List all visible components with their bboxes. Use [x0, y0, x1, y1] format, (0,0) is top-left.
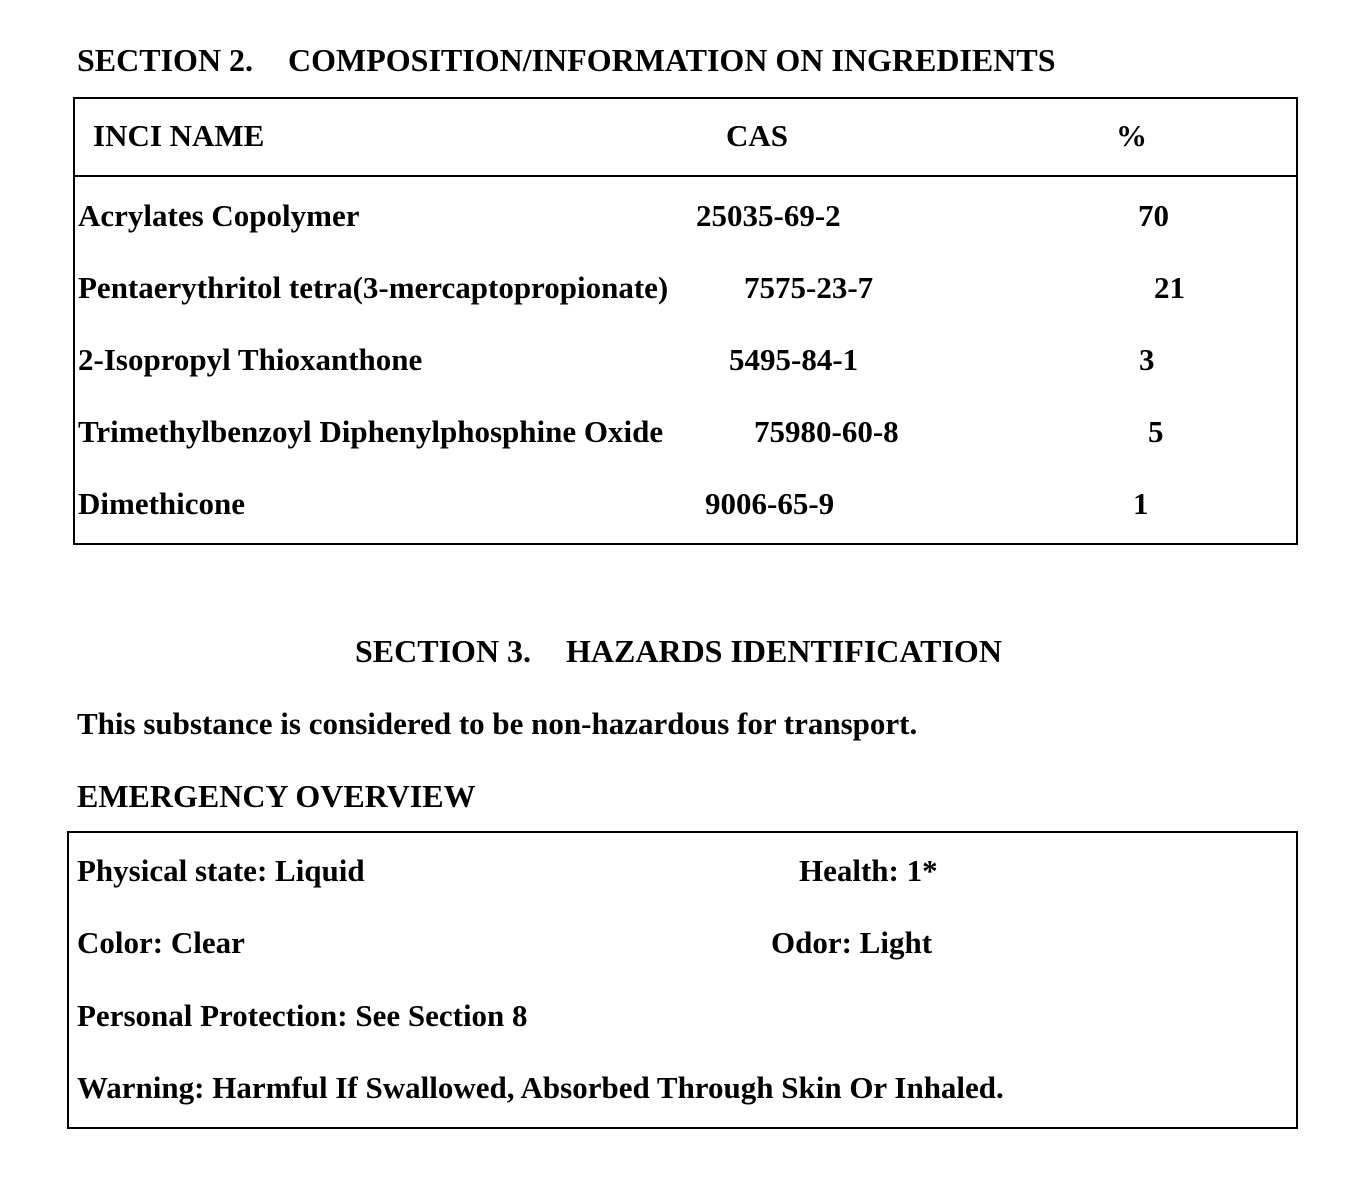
- section-2-heading: COMPOSITION/INFORMATION ON INGREDIENTS: [288, 42, 1056, 78]
- table-header-divider: [75, 175, 1296, 177]
- ingredient-cas: 5495-84-1: [729, 342, 859, 377]
- ingredients-table: [73, 97, 1298, 545]
- ingredient-cas: 7575-23-7: [744, 270, 874, 305]
- ingredient-name: Trimethylbenzoyl Diphenylphosphine Oxide: [78, 414, 664, 449]
- column-header-inci-name: INCI NAME: [93, 118, 265, 153]
- ingredient-percent: 5: [1148, 414, 1164, 449]
- section-2-title: [77, 42, 1055, 79]
- personal-protection: Personal Protection: See Section 8: [77, 998, 528, 1033]
- physical-state: Physical state: Liquid: [77, 853, 365, 888]
- ingredient-name: Acrylates Copolymer: [78, 198, 360, 233]
- ingredient-cas: 75980-60-8: [754, 414, 899, 449]
- ingredient-percent: 1: [1133, 486, 1149, 521]
- section-3-title: [355, 633, 1002, 670]
- ingredient-name: 2-Isopropyl Thioxanthone: [78, 342, 423, 377]
- section-3-number: SECTION 3.: [355, 633, 532, 669]
- ingredient-cas: 25035-69-2: [696, 198, 841, 233]
- ingredient-cas: 9006-65-9: [705, 486, 835, 521]
- ingredient-percent: 70: [1138, 198, 1169, 233]
- ingredient-name: Pentaerythritol tetra(3-mercaptopropionate): [78, 270, 669, 305]
- ingredient-percent: 3: [1139, 342, 1155, 377]
- emergency-overview-heading: EMERGENCY OVERVIEW: [77, 778, 476, 814]
- column-header-cas: CAS: [726, 118, 789, 153]
- section-2-number: SECTION 2.: [77, 42, 254, 78]
- column-header-percent: %: [1116, 118, 1147, 153]
- ingredient-name: Dimethicone: [78, 486, 246, 521]
- transport-statement: This substance is considered to be non-hazardous for transport.: [77, 706, 918, 741]
- warning-text: Warning: Harmful If Swallowed, Absorbed Through Skin Or Inhaled.: [77, 1070, 1004, 1105]
- health-rating: Health: 1*: [799, 853, 938, 888]
- color-info: Color: Clear: [77, 925, 245, 960]
- odor-info: Odor: Light: [771, 925, 933, 960]
- ingredient-percent: 21: [1154, 270, 1185, 305]
- section-3-heading: HAZARDS IDENTIFICATION: [566, 633, 1002, 669]
